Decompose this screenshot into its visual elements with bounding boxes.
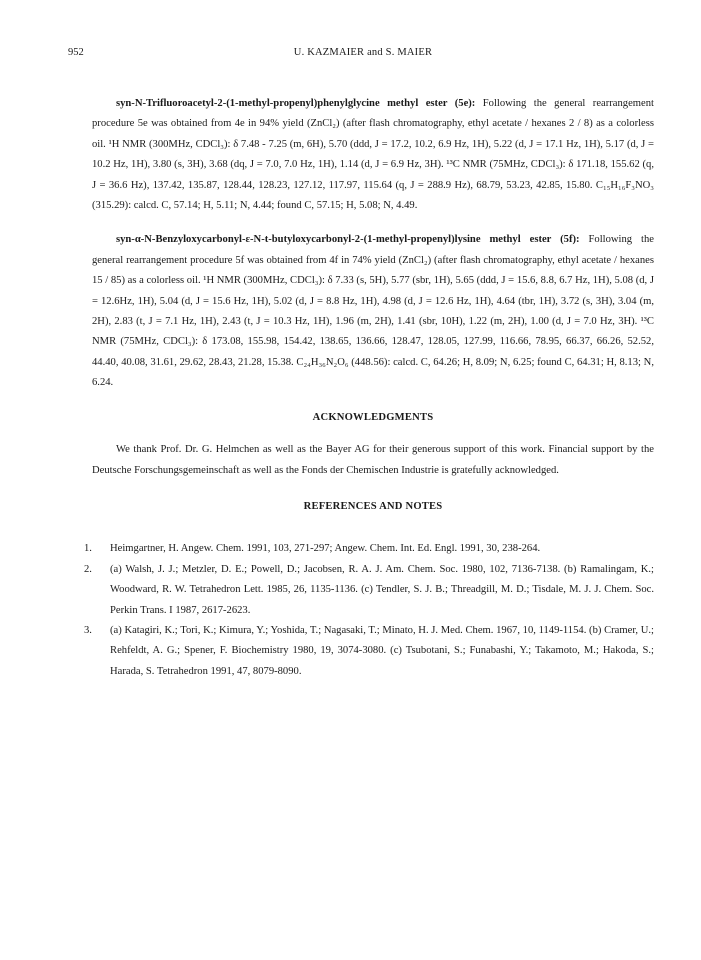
reference-text: (a) Walsh, J. J.; Metzler, D. E.; Powell, D.; Jacobsen, R. A. J. Am. Chem. Soc. 1980, 102, 7136-7138. (b) Ramalingam, K.; Woodward, R. W. Tetrahedron Lett. 1985, 26, 1135-1136. (c) Tendler, S. J. B.; Threadgill, M. D.; Tisdale, M. J. J. Chem. Soc. Perkin Trans. I 1987, 2617-2623. — [110, 563, 654, 616]
page-content — [84, 94, 654, 682]
reference-item — [84, 539, 654, 559]
reference-text: (a) Katagiri, K.; Tori, K.; Kimura, Y.; Yoshida, T.; Nagasaki, T.; Minato, H. J. Med. Chem. 1967, 10, 1149-1154. (b) Cramer, U.; Rehfeldt, A. G.; Spener, F. Biochemistry 1980, 19, 3074-3080. (c) Tsubotani, S.; Funabashi, Y.; Takamoto, M.; Hakoda, S.; Harada, S. Tetrahedron 1991, 47, 8079-8090. — [110, 624, 654, 677]
reference-number: 2. — [84, 563, 92, 575]
page-header — [68, 47, 658, 63]
references-heading: REFERENCES AND NOTES — [303, 500, 443, 512]
reference-number: 1. — [84, 543, 92, 555]
page-number: 952 — [68, 47, 84, 58]
running-head: U. KAZMAIER and S. MAIER — [293, 47, 433, 58]
compound-5f-paragraph — [92, 230, 654, 393]
acknowledgments-heading: ACKNOWLEDGMENTS — [312, 411, 434, 423]
reference-item — [84, 621, 654, 682]
reference-number: 3. — [84, 624, 92, 636]
acknowledgments-body: We thank Prof. Dr. G. Helmchen as well as the Bayer AG for their generous support of this work. Financial support by the Deutsche Forschungsgemeinschaft as well as the Fonds der Chemischen Industrie is gratefully acknowledged. — [92, 444, 654, 476]
compound-5e-body: Following the general rearrangement procedure 5e was obtained from 4e in 94% yield (ZnCl₂) (after flash chromatography, ethyl acetate / hexanes 2 / 8) as a colorless oil. ¹H NMR (300MHz, CDCl₃): δ 7.48 - 7.25 (m, 6H), 5.70 (ddd, J = 17.2, 10.2, 6.9 Hz, 1H), 5.22 (d, J = 17.1 Hz, 1H), 5.17 (d, J = 10.2 Hz, 1H), 3.80 (s, 3H), 3.68 (dq, J = 7.0, 7.0 Hz, 1H), 1.14 (d, J = 6.9 Hz, 3H). ¹³C NMR (75MHz, CDCl₃): δ 171.18, 155.62 (q, J = 36.6 Hz), 137.42, 135.87, 128.44, 128.23, 127.12, 117.97, 115.64 (q, J = 288.9 Hz), 68.79, 53.23, 42.85, 15.80. C₁₅H₁₆F₃NO₃ (315.29): calcd. C, 57.14; H, 5.11; N, 4.44; found C, 57.15; H, 5.08; N, 4.49. — [92, 98, 654, 212]
compound-5f-body: Following the general rearrangement procedure 5f was obtained from 4f in 74% yield (ZnCl₂) (after flash chromatography, ethyl acetate / hexanes 15 / 85) as a colorless oil. ¹H NMR (300MHz, CDCl₃): δ 7.33 (s, 5H), 5.77 (sbr, 1H), 5.65 (ddd, J = 15.6, 8.8, 6.7 Hz, 1H), 5.08 (d, J = 12.6Hz, 1H), 5.04 (d, J = 15.6 Hz, 1H), 5.02 (d, J = 8.8 Hz, 1H), 4.98 (d, J = 12.6 Hz, 1H), 4.64 (tbr, 1H), 3.72 (s, 3H), 3.04 (m, 2H), 2.83 (t, J = 7.1 Hz, 1H), 2.43 (t, J = 10.3 Hz, 1H), 1.96 (m, 2H), 1.41 (sbr, 10H), 1.22 (m, 2H), 1.00 (d, J = 7.0 Hz, 3H). ¹³C NMR (75MHz, CDCl₃): δ 173.08, 155.98, 154.42, 138.65, 136.66, 128.47, 128.05, 127.99, 116.66, 78.95, 66.37, 66.26, 52.52, 44.40, 40.08, 31.61, 29.62, 28.43, 21.28, 15.38. C₂₄H₃₆N₂O₆ (448.56): calcd. C, 64.26; H, 8.09; N, 6.25; found C, 64.31; H, 8.13; N, 6.24. — [92, 234, 654, 389]
references-list — [84, 539, 654, 682]
reference-item — [84, 560, 654, 621]
compound-5e-title: syn-N-Trifluoroacetyl-2-(1-methyl-propenyl)phenylglycine methyl ester (5e): — [116, 98, 476, 109]
reference-text: Heimgartner, H. Angew. Chem. 1991, 103, 271-297; Angew. Chem. Int. Ed. Engl. 1991, 30, 238-264. — [110, 543, 541, 555]
paragraph-gap — [92, 216, 654, 230]
compound-5e-paragraph — [92, 94, 654, 216]
compound-5f-title: syn-α-N-Benzyloxycarbonyl-ε-N-t-butyloxycarbonyl-2-(1-methyl-propenyl)lysine methyl ester (5f): — [116, 234, 580, 246]
